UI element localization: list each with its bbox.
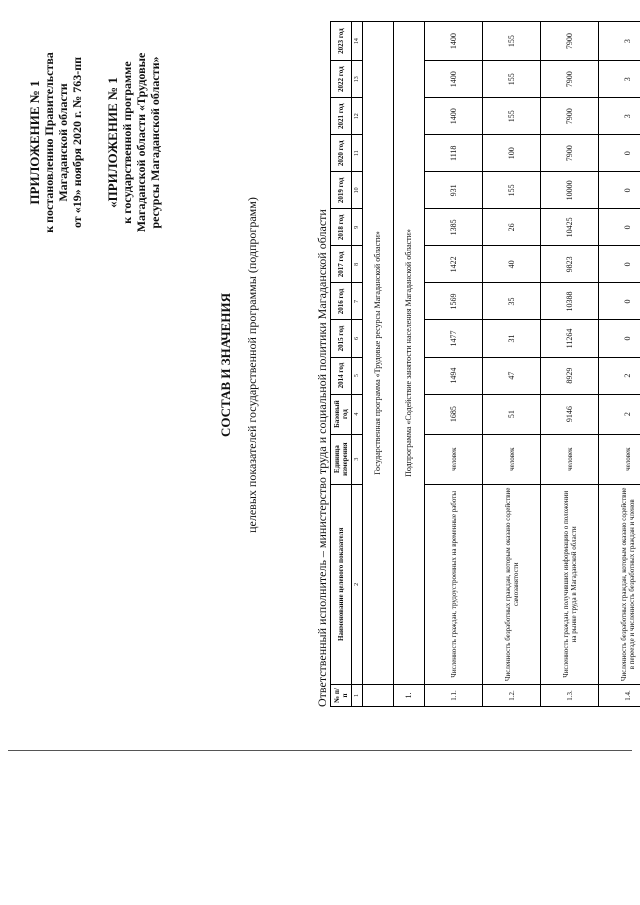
program-row — [363, 22, 394, 707]
column-index: 4 — [352, 394, 363, 434]
row-value: 155 — [483, 22, 541, 61]
row-value: 31 — [483, 320, 541, 357]
annex-header — [28, 35, 162, 250]
row-unit: человек — [541, 434, 599, 484]
row-num: 1.4. — [599, 684, 640, 706]
row-value: 1400 — [425, 61, 483, 98]
row-name: Численность безработных граждан, которым оказано содействие самозанятости — [483, 484, 541, 684]
row-value: 3 — [599, 98, 640, 135]
row-value: 9823 — [541, 246, 599, 283]
header-year: 2023 год — [331, 22, 352, 61]
indicators-table — [330, 21, 640, 707]
row-value: 3 — [599, 22, 640, 61]
row-value: 1685 — [425, 394, 483, 434]
column-index: 9 — [352, 209, 363, 246]
row-value: 51 — [483, 394, 541, 434]
row-value: 1422 — [425, 246, 483, 283]
row-value: 0 — [599, 246, 640, 283]
annex-line-1: к постановлению Правительства — [42, 52, 56, 233]
row-name: Численность граждан, трудоустроенных на временные работы — [425, 484, 483, 684]
table-row — [541, 22, 599, 707]
table-row — [425, 22, 483, 707]
column-index: 11 — [352, 135, 363, 172]
annex-line-3: от «19» ноября 2020 г. № 763-пп — [70, 56, 84, 229]
header-year: 2019 год — [331, 172, 352, 209]
row-unit: человек — [483, 434, 541, 484]
row-value: 10425 — [541, 209, 599, 246]
row-name: Численность граждан, получивших информацию о положении на рынке труда в Магаданской области — [541, 484, 599, 684]
row-value: 7900 — [541, 135, 599, 172]
column-index: 10 — [352, 172, 363, 209]
row-value: 155 — [483, 172, 541, 209]
row-value: 7900 — [541, 22, 599, 61]
header-year: 2014 год — [331, 357, 352, 394]
row-value: 2 — [599, 357, 640, 394]
row-value: 931 — [425, 172, 483, 209]
header-year: 2021 год — [331, 98, 352, 135]
column-index: 1 — [352, 684, 363, 706]
annex-line-2: Магаданской области — [56, 83, 70, 202]
row-value: 1118 — [425, 135, 483, 172]
row-value: 0 — [599, 209, 640, 246]
rotated-document-page — [0, 15, 640, 715]
header-year: 2015 год — [331, 320, 352, 357]
row-num: 1.3. — [541, 684, 599, 706]
row-value: 0 — [599, 283, 640, 320]
row-value: 1477 — [425, 320, 483, 357]
column-index: 12 — [352, 98, 363, 135]
row-value: 7900 — [541, 61, 599, 98]
row-value: 0 — [599, 172, 640, 209]
row-value: 47 — [483, 357, 541, 394]
program-line-3: ресурсы Магаданской области» — [148, 56, 162, 229]
header-year: 2018 год — [331, 209, 352, 246]
table-header-row — [331, 22, 352, 707]
header-base-year: Базовый год — [331, 394, 352, 434]
program-title: Государственная программа «Трудовые ресурсы Магаданской области» — [363, 22, 394, 685]
row-value: 155 — [483, 61, 541, 98]
row-value: 11264 — [541, 320, 599, 357]
row-value: 3 — [599, 61, 640, 98]
column-index: 13 — [352, 61, 363, 98]
row-value: 35 — [483, 283, 541, 320]
row-value: 1569 — [425, 283, 483, 320]
column-index: 6 — [352, 320, 363, 357]
row-value: 26 — [483, 209, 541, 246]
program-line-2: Магаданской области «Трудовые — [134, 52, 148, 233]
row-value: 1385 — [425, 209, 483, 246]
document-title: СОСТАВ И ЗНАЧЕНИЯ — [218, 293, 233, 437]
subprogram-num: 1. — [394, 684, 425, 706]
row-value: 100 — [483, 135, 541, 172]
header-unit: Единица измерения — [331, 434, 352, 484]
row-value: 155 — [483, 98, 541, 135]
annex-title: ПРИЛОЖЕНИЕ № 1 — [27, 80, 42, 205]
row-value: 2 — [599, 394, 640, 434]
row-value: 9146 — [541, 394, 599, 434]
row-unit: человек — [599, 434, 640, 484]
header-year: 2020 год — [331, 135, 352, 172]
header-year: 2016 год — [331, 283, 352, 320]
column-index: 14 — [352, 22, 363, 61]
program-annex-title: «ПРИЛОЖЕНИЕ № 1 — [105, 77, 120, 208]
row-value: 1494 — [425, 357, 483, 394]
row-unit: человек — [425, 434, 483, 484]
header-name: Наименование целевого показателя — [331, 484, 352, 684]
table-row — [483, 22, 541, 707]
column-index: 2 — [352, 484, 363, 684]
row-value: 10388 — [541, 283, 599, 320]
column-index: 8 — [352, 246, 363, 283]
document-subtitle: целевых показателей государственной программы (подпрограмм) — [245, 197, 259, 533]
table-row — [599, 22, 640, 707]
row-name: Численность безработных граждан, которым оказано содействие в переезде и численность безработных граждан и членов — [599, 484, 640, 684]
row-value: 8929 — [541, 357, 599, 394]
row-value: 7900 — [541, 98, 599, 135]
column-index-row — [352, 22, 363, 707]
program-line-1: к государственной программе — [120, 61, 134, 224]
column-index: 3 — [352, 434, 363, 484]
responsible-executor: Ответственный исполнитель – министерство труда и социальной политики Магаданской области — [315, 209, 329, 707]
row-num: 1.1. — [425, 684, 483, 706]
subprogram-title: Подпрограмма «Содействие занятости населения Магаданской области» — [394, 22, 425, 685]
column-index: 5 — [352, 357, 363, 394]
header-year: 2017 год — [331, 246, 352, 283]
row-value: 40 — [483, 246, 541, 283]
row-value: 1400 — [425, 98, 483, 135]
row-value: 1400 — [425, 22, 483, 61]
scan-divider-line — [8, 750, 632, 751]
row-value: 10000 — [541, 172, 599, 209]
row-value: 0 — [599, 135, 640, 172]
header-year: 2022 год — [331, 61, 352, 98]
header-num: № п/п — [331, 684, 352, 706]
row-value: 0 — [599, 320, 640, 357]
subprogram-row — [394, 22, 425, 707]
row-num: 1.2. — [483, 684, 541, 706]
column-index: 7 — [352, 283, 363, 320]
